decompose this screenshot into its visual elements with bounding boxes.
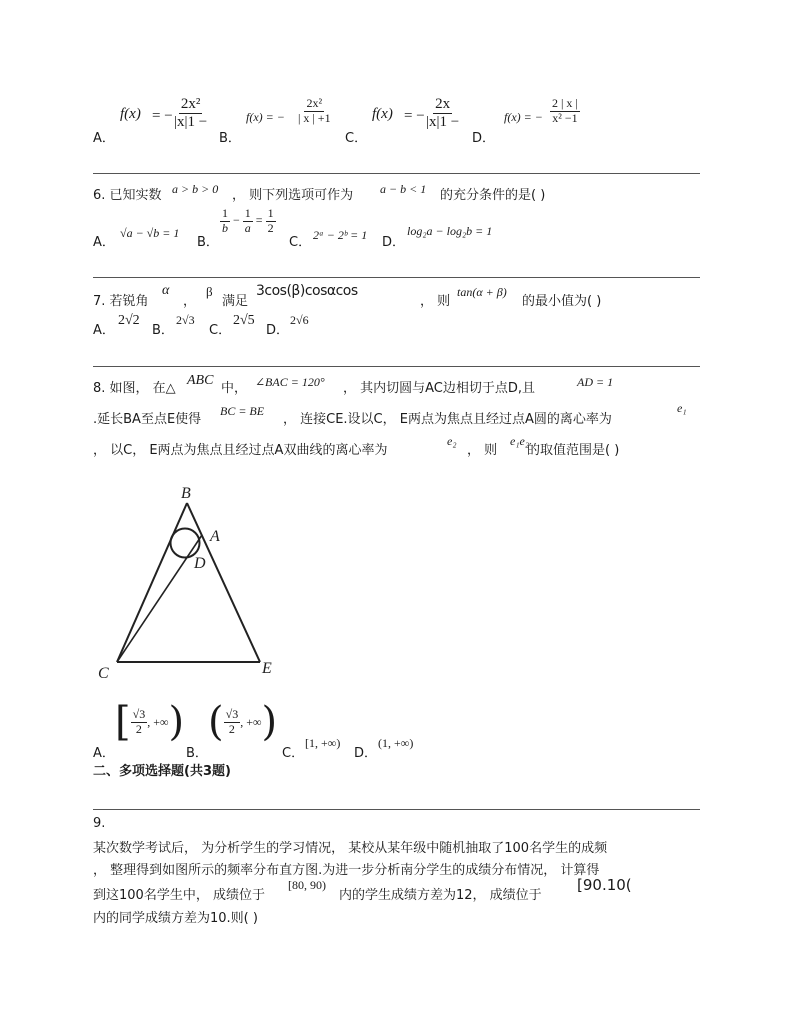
separator bbox=[93, 809, 700, 810]
q8-line2-b: ， 连接CE.设以C， E两点为焦点且经过点A圆的离心率为 bbox=[283, 412, 612, 427]
right-paren-icon: ) bbox=[168, 699, 185, 745]
point-d-label: D bbox=[194, 555, 206, 572]
q8-a-num: √3 bbox=[132, 706, 146, 721]
q8-label-d: D． bbox=[354, 746, 378, 761]
q6-target: a − b < 1 bbox=[380, 182, 427, 196]
point-e-label: E bbox=[262, 660, 272, 677]
q7-opt-d: 2√6 bbox=[290, 313, 309, 327]
q5-label-c: C． bbox=[345, 131, 368, 146]
q9-number: 9. bbox=[93, 816, 106, 831]
q7-text-4: 的最小值为( ) bbox=[522, 294, 602, 309]
q7-condition: 3cos(β)cosαcos bbox=[256, 283, 358, 299]
q8-line1-c: ， 其内切圆与AC边相切于点D,且 bbox=[343, 381, 536, 396]
q7-opt-a: 2√2 bbox=[118, 313, 140, 328]
q9-range1: [80, 90) bbox=[288, 878, 326, 892]
q5-label-a: A． bbox=[93, 131, 115, 146]
point-a-label: A bbox=[210, 528, 220, 545]
q6-b-minus: − bbox=[233, 213, 240, 228]
q7-text-2: 满足 bbox=[222, 294, 249, 309]
q8-a-tail: , +∞ bbox=[147, 714, 169, 729]
q8-opt-d: (1, +∞) bbox=[378, 736, 414, 750]
q8-bc-be: BC = BE bbox=[220, 404, 265, 418]
q8-a-den: 2 bbox=[135, 721, 142, 736]
q7-opt-b: 2√3 bbox=[176, 313, 195, 327]
q7-text-3: ， 则 bbox=[420, 294, 451, 309]
q6-b-f3-num: 1 bbox=[267, 206, 274, 220]
separator bbox=[93, 173, 700, 174]
edge-ca bbox=[117, 535, 202, 662]
q8-line1-a: 8. 如图， 在△ bbox=[93, 381, 176, 396]
q7-comma: ， bbox=[183, 294, 197, 309]
q9-line2: ， 整理得到如图所示的频率分布直方图.为进一步分析南分学生的成绩分布情况， 计算得 bbox=[93, 863, 600, 878]
q5-d-den: x² −1 bbox=[552, 110, 578, 125]
separator bbox=[93, 277, 700, 278]
q8-opt-b bbox=[208, 699, 278, 745]
right-paren-icon: ) bbox=[261, 699, 278, 745]
q5-d-frac bbox=[550, 97, 580, 126]
edge-bc bbox=[117, 503, 187, 662]
q8-b-tail: , +∞ bbox=[240, 714, 262, 729]
q6-cond: a > b > 0 bbox=[172, 182, 219, 196]
q8-line3-a: ， 以C， E两点为焦点且经过点A双曲线的离心率为 bbox=[93, 443, 388, 458]
q5-label-d: D． bbox=[472, 131, 496, 146]
q7-label-b: B． bbox=[152, 323, 174, 338]
q8-label-b: B． bbox=[186, 746, 208, 761]
incircle bbox=[171, 529, 200, 558]
q8-opt-a bbox=[115, 699, 185, 745]
q8-e2: e₂ bbox=[447, 434, 457, 448]
q9-line3-b: 内的学生成绩方差为12， 成绩位于 bbox=[339, 888, 542, 903]
q6-b-f1-num: 1 bbox=[222, 206, 228, 220]
q5-label-b: B． bbox=[219, 131, 241, 146]
q7-beta: β bbox=[206, 284, 213, 299]
q5-b-lhs: f(x) = − bbox=[246, 110, 285, 124]
left-paren-icon: ( bbox=[208, 699, 224, 745]
q7-label-d: D． bbox=[266, 323, 290, 338]
triangle-figure bbox=[90, 480, 290, 685]
q9-line1: 某次数学考试后， 为分析学生的学习情况， 某校从某年级中随机抽取了100名学生的成频 bbox=[93, 841, 608, 856]
q6-b-f1-den: b bbox=[222, 220, 228, 235]
q6-opt-a: √a − √b = 1 bbox=[120, 226, 180, 240]
q9-line3-a: 到这100名学生中， 成绩位于 bbox=[93, 888, 265, 903]
q6-opt-b bbox=[220, 207, 276, 236]
q8-abc: ABC bbox=[187, 373, 214, 388]
q7-label-c: C． bbox=[209, 323, 232, 338]
q8-line1-b: 中， bbox=[221, 381, 248, 396]
q8-label-a: A． bbox=[93, 746, 115, 761]
left-bracket-icon: [ bbox=[115, 699, 131, 745]
q7-expr: tan(α + β) bbox=[457, 285, 507, 299]
q8-label-c: C． bbox=[282, 746, 305, 761]
q5-a-den: |x|1 − bbox=[174, 114, 208, 131]
q5-b-num: 2x² bbox=[306, 96, 323, 110]
separator bbox=[93, 366, 700, 367]
q8-e1: e₁ bbox=[677, 401, 687, 415]
q6-opt-d: log₂a − log₂b = 1 bbox=[407, 224, 493, 238]
q8-b-den: 2 bbox=[228, 721, 235, 736]
q8-line2-a: .延长BA至点E使得 bbox=[93, 412, 202, 427]
q5-c-lhs: f(x) bbox=[372, 106, 393, 122]
section-title: 二、多项选择题(共3题) bbox=[93, 764, 231, 779]
q8-line3-b: ， 则 bbox=[467, 443, 498, 458]
q5-c-den: |x|1 − bbox=[426, 114, 460, 131]
q9-line4: 内的同学成绩方差为10.则( ) bbox=[93, 911, 258, 926]
q6-label-c: C． bbox=[289, 235, 312, 250]
q6-text-3: 的充分条件的是( ) bbox=[440, 188, 546, 203]
edge-be bbox=[187, 503, 260, 662]
q5-b-den: | x | +1 bbox=[298, 110, 331, 125]
q5-a-frac bbox=[172, 96, 209, 132]
q6-b-f2-den: a bbox=[244, 220, 251, 235]
q6-b-f2-num: 1 bbox=[244, 206, 251, 220]
q5-d-num: 2 | x | bbox=[552, 96, 578, 110]
q6-label-a: A． bbox=[93, 235, 115, 250]
q7-label-a: A． bbox=[93, 323, 115, 338]
point-c-label: C bbox=[98, 665, 109, 682]
q5-c-num: 2x bbox=[433, 96, 452, 114]
q7-alpha: α bbox=[162, 283, 170, 298]
q5-c-frac bbox=[424, 96, 461, 132]
q9-range2: [90.10( bbox=[577, 876, 632, 894]
q5-c-eq: = − bbox=[404, 108, 425, 124]
q6-label-d: D． bbox=[382, 235, 406, 250]
q8-ad: AD = 1 bbox=[577, 375, 614, 389]
q6-text-2: ， 则下列选项可作为 bbox=[232, 188, 354, 203]
q8-opt-c: [1, +∞) bbox=[305, 736, 341, 750]
q6-opt-c: 2ᵃ − 2ᵇ = 1 bbox=[313, 228, 368, 242]
q8-e1e2: e₁e₂ bbox=[510, 434, 529, 448]
q5-d-lhs: f(x) = − bbox=[504, 110, 543, 124]
q8-angle: ∠BAC = 120° bbox=[255, 375, 325, 389]
q6-b-f3-den: 2 bbox=[267, 220, 274, 235]
q8-line3-c: 的取值范围是( ) bbox=[527, 443, 620, 458]
q6-text-1: 6. 已知实数 bbox=[93, 188, 162, 203]
q6-label-b: B． bbox=[197, 235, 219, 250]
q5-b-frac bbox=[296, 97, 333, 126]
q7-text-1: 7. 若锐角 bbox=[93, 294, 149, 309]
q7-opt-c: 2√5 bbox=[233, 313, 255, 328]
q5-a-eq: = − bbox=[152, 108, 173, 124]
q8-b-num: √3 bbox=[225, 706, 239, 721]
q5-a-lhs: f(x) bbox=[120, 106, 141, 122]
point-b-label: B bbox=[181, 485, 191, 502]
q6-b-eq: = bbox=[255, 213, 263, 228]
q5-a-num: 2x² bbox=[179, 96, 203, 114]
